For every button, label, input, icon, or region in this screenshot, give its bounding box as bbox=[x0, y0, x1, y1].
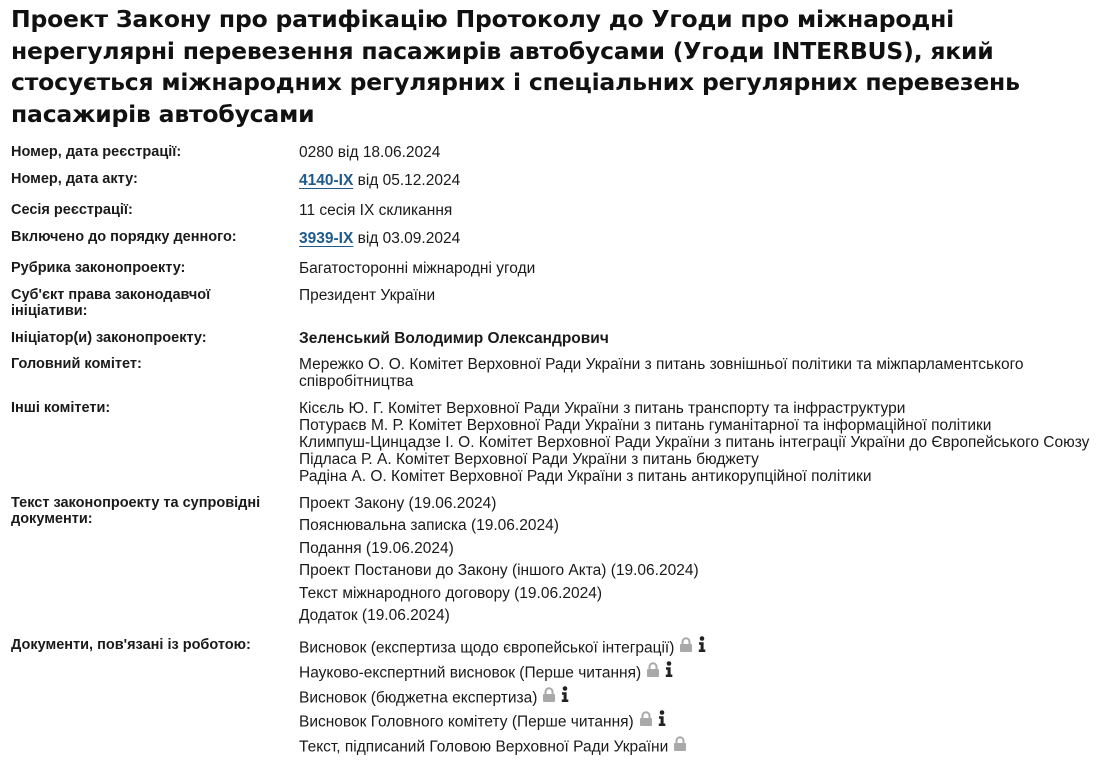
act-label: Номер, дата акту: bbox=[11, 171, 138, 187]
committee-item: Климпуш-Цинцадзе І. О. Комітет Верховної Ради України з питань інтеграції України до Європейського Союзу bbox=[299, 434, 1090, 451]
subject-label: Суб'єкт права законодавчої ініціативи: bbox=[11, 287, 211, 319]
agenda-date: від 03.09.2024 bbox=[353, 230, 461, 247]
related-item bbox=[299, 661, 1109, 686]
subject-value: Президент України bbox=[299, 287, 436, 304]
related-item bbox=[299, 710, 1109, 735]
committee-item: Підласа Р. А. Комітет Верховної Ради України з питань бюджету bbox=[299, 451, 759, 468]
main-committee-value: Мережко О. О. Комітет Верховної Ради України з питань зовнішньої політики та міжпарламентського співробітництва bbox=[299, 356, 1024, 390]
session-value: 11 сесія IX скликання bbox=[299, 202, 453, 219]
lock-icon bbox=[639, 710, 653, 735]
related-label: Документи, пов'язані із роботою: bbox=[11, 637, 251, 653]
document-link-submission[interactable]: Подання (19.06.2024) bbox=[299, 539, 454, 557]
act-value bbox=[299, 172, 1109, 189]
agenda-number-link[interactable]: 3939-IX bbox=[299, 230, 354, 247]
texts-label: Текст законопроекту та супровідні документи: bbox=[11, 495, 261, 527]
info-icon[interactable] bbox=[561, 686, 569, 711]
committee-item: Радіна А. О. Комітет Верховної Ради України з питань антикорупційної політики bbox=[299, 468, 872, 485]
agenda-label: Включено до порядку денного: bbox=[11, 229, 237, 245]
lock-icon bbox=[679, 636, 693, 661]
related-item bbox=[299, 735, 1109, 760]
main-committee-label: Головний комітет: bbox=[11, 356, 142, 372]
session-label: Сесія реєстрації: bbox=[11, 202, 133, 218]
registration-label: Номер, дата реєстрації: bbox=[11, 144, 182, 160]
related-item bbox=[299, 636, 1109, 661]
committee-item: Кісєль Ю. Г. Комітет Верховної Ради України з питань транспорту та інфраструктури bbox=[299, 400, 906, 417]
act-number-link[interactable]: 4140-IX bbox=[299, 172, 354, 189]
registration-value: 0280 від 18.06.2024 bbox=[299, 144, 441, 161]
info-icon[interactable] bbox=[665, 661, 673, 686]
related-doc-link[interactable]: Висновок Головного комітету (Перше читання) bbox=[299, 713, 634, 731]
lock-icon bbox=[646, 661, 660, 686]
related-item bbox=[299, 686, 1109, 711]
initiator-value: Зеленський Володимир Олександрович bbox=[299, 330, 609, 347]
lock-icon bbox=[673, 735, 687, 760]
initiator-label: Ініціатор(и) законопроекту: bbox=[11, 330, 207, 346]
rubric-label: Рубрика законопроекту: bbox=[11, 260, 186, 276]
related-doc-link[interactable]: Висновок (бюджетна експертиза) bbox=[299, 689, 538, 707]
related-list bbox=[299, 636, 1109, 760]
related-doc-link[interactable]: Текст, підписаний Головою Верховної Ради України bbox=[299, 738, 669, 756]
document-link-explanatory-note[interactable]: Пояснювальна записка (19.06.2024) bbox=[299, 517, 559, 535]
info-icon[interactable] bbox=[698, 636, 706, 661]
document-link-draft-resolution[interactable]: Проект Постанови до Закону (іншого Акта) (19.06.2024) bbox=[299, 562, 699, 580]
document-link-draft-law[interactable]: Проект Закону (19.06.2024) bbox=[299, 495, 497, 512]
page-title: Проект Закону про ратифікацію Протоколу до Угоди про міжнародні нерегулярні перевезення пасажирів автобусами (Угоди INTERBUS), який стосується міжнародних регулярних і спеціальних регулярних перевезень пасажирів автобусами bbox=[11, 5, 1020, 128]
related-doc-link[interactable]: Висновок (експертиза щодо європейської інтеграції) bbox=[299, 639, 675, 657]
related-doc-link[interactable]: Науково-експертний висновок (Перше читання) bbox=[299, 664, 642, 682]
act-date: від 05.12.2024 bbox=[353, 172, 461, 189]
document-link-treaty-text[interactable]: Текст міжнародного договору (19.06.2024) bbox=[299, 584, 603, 602]
other-committees-list bbox=[299, 400, 1114, 485]
info-icon[interactable] bbox=[658, 710, 666, 735]
texts-list bbox=[299, 493, 1109, 627]
document-link-annex[interactable]: Додаток (19.06.2024) bbox=[299, 606, 450, 624]
other-committees-label: Інші комітети: bbox=[11, 400, 111, 416]
committee-item: Потураєв М. Р. Комітет Верховної Ради України з питань гуманітарної та інформаційної політики bbox=[299, 417, 992, 434]
agenda-value bbox=[299, 230, 1109, 247]
lock-icon bbox=[542, 686, 556, 711]
rubric-value: Багатосторонні міжнародні угоди bbox=[299, 260, 536, 277]
